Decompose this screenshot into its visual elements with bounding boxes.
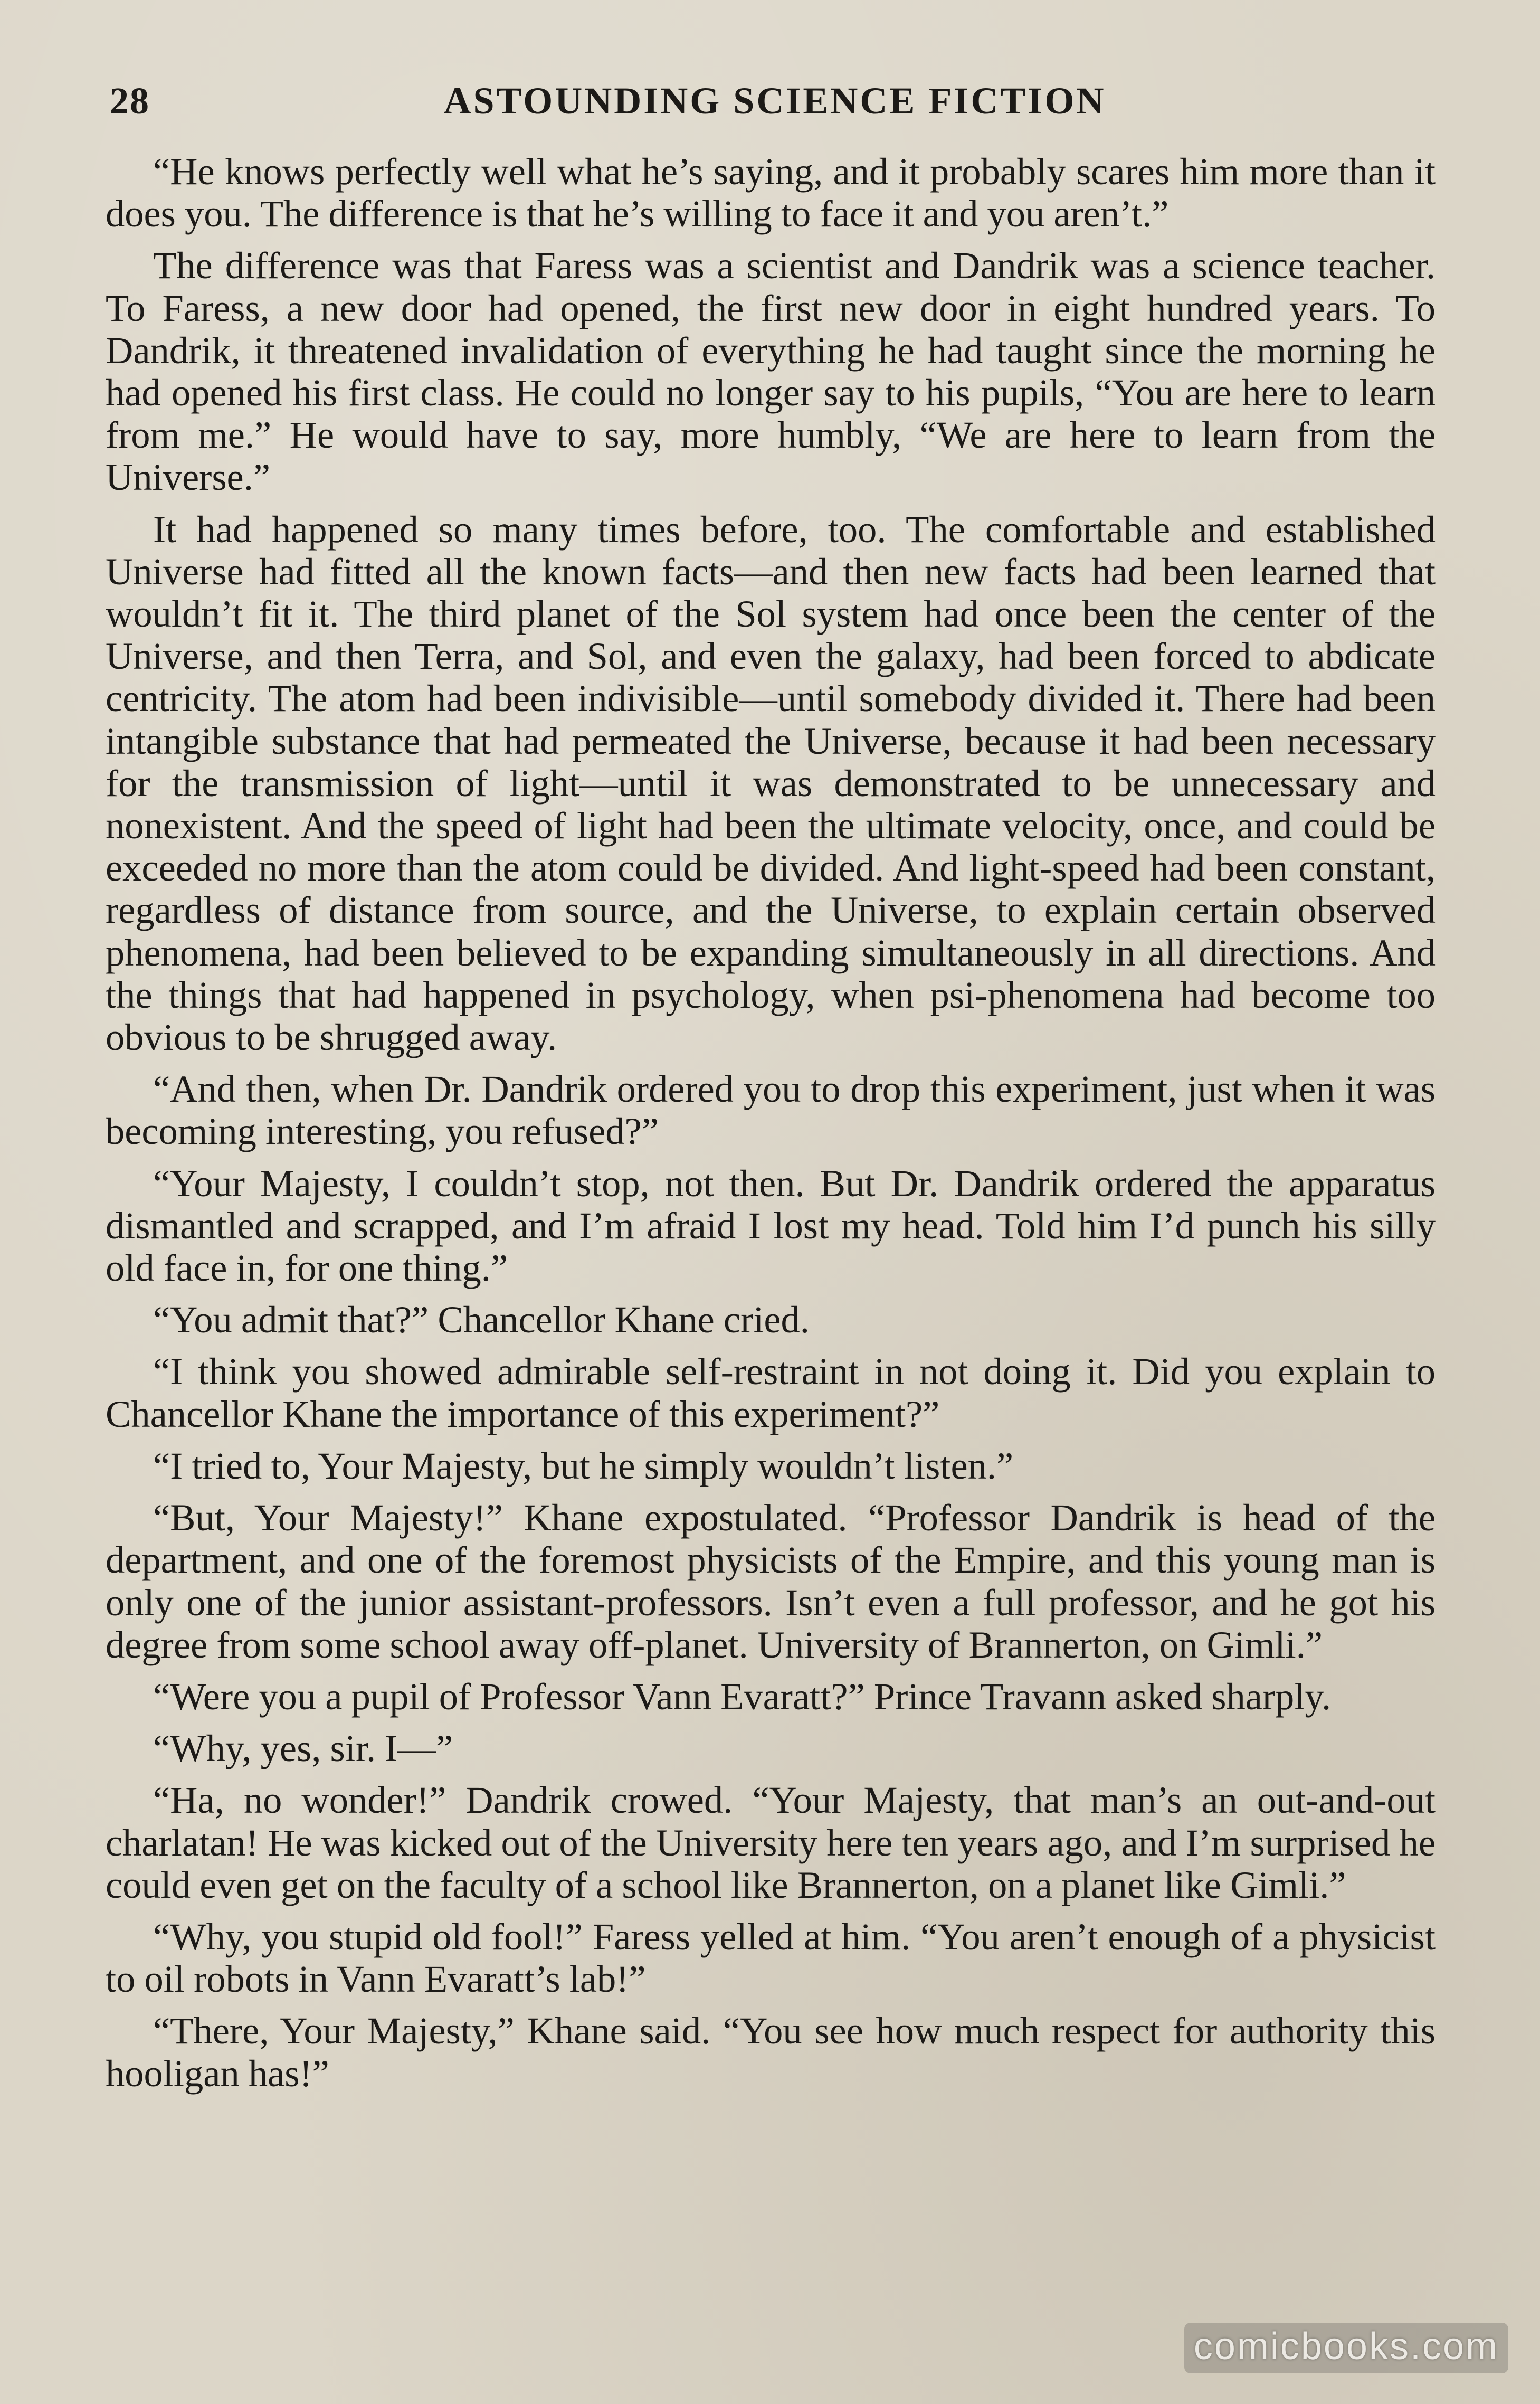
paragraph: “Ha, no wonder!” Dandrik crowed. “Your Majesty, that man’s an out-and-out charlatan! He was kicked out of the University here ten years ago, and I’m surprised he could even get on the faculty of a school like Brannerton, on a planet like Gimli.”: [106, 1778, 1436, 1906]
paragraph: “But, Your Majesty!” Khane expostulated. “Professor Dandrik is head of the department, and one of the foremost physicists of the Empire, and this young man is only one of the junior assistant-professors. Isn’t even a full professor, and he got his degree from some school away off-planet. University of Brannerton, on Gimli.”: [106, 1496, 1436, 1666]
paragraph: “He knows perfectly well what he’s saying, and it probably scares him more than it does you. The difference is that he’s willing to face it and you aren’t.”: [106, 150, 1436, 235]
paragraph: “I tried to, Your Majesty, but he simply wouldn’t listen.”: [153, 1444, 1014, 1487]
paragraph: “I think you showed admirable self-restraint in not doing it. Did you explain to Chancellor Khane the importance of this experiment?”: [106, 1350, 1436, 1435]
paragraph: “And then, when Dr. Dandrik ordered you to drop this experiment, just when it was becoming interesting, you refused?”: [106, 1067, 1436, 1153]
paragraph: “Were you a pupil of Professor Vann Evaratt?” Prince Travann asked sharply.: [153, 1674, 1332, 1718]
paragraph: “Your Majesty, I couldn’t stop, not then. But Dr. Dandrik ordered the apparatus dismantled and scrapped, and I’m afraid I lost my head. Told him I’d punch his silly old face in, for one thing.”: [106, 1161, 1436, 1290]
text-body: [106, 150, 1436, 2104]
paragraph: “Why, yes, sir. I—”: [153, 1727, 453, 1770]
page-header: [110, 79, 1440, 137]
running-head: ASTOUNDING SCIENCE FICTION: [443, 80, 1106, 122]
paragraph: “Why, you stupid old fool!” Faress yelled at him. “You aren’t enough of a physicist to oil robots in Vann Evaratt’s lab!”: [106, 1915, 1436, 2001]
paragraph: “There, Your Majesty,” Khane said. “You see how much respect for authority this hooligan has!”: [106, 2009, 1436, 2095]
page-number: 28: [110, 80, 150, 122]
watermark: comicbooks.com: [1184, 2323, 1508, 2373]
paragraph: The difference was that Faress was a scientist and Dandrik was a science teacher. To Faress, a new door had opened, the first new door in eight hundred years. To Dandrik, it threatened invalidation of everything he had taught since the morning he had opened his first class. He could no longer say to his pupils, “You are here to learn from me.” He would have to say, more humbly, “We are here to learn from the Universe.”: [106, 244, 1436, 499]
paragraph: It had happened so many times before, too. The comfortable and established Universe had fitted all the known facts—and then new facts had been learned that wouldn’t fit it. The third planet of the Sol system had once been the center of the Universe, and then Terra, and Sol, and even the galaxy, had been forced to abdicate centricity. The atom had been indivisible—until somebody divided it. There had been intangible substance that had permeated the Universe, because it had been necessary for the transmission of light—until it was demonstrated to be unnecessary and nonexistent. And the speed of light had been the ultimate velocity, once, and could be exceeded no more than the atom could be divided. And light-speed had been constant, regardless of distance from source, and the Universe, to explain certain observed phenomena, had been believed to be expanding simultaneously in all directions. And the things that had happened in psychology, when psi-phenomena had become too obvious to be shrugged away.: [106, 507, 1436, 1059]
paragraph: “You admit that?” Chancellor Khane cried.: [153, 1298, 810, 1341]
